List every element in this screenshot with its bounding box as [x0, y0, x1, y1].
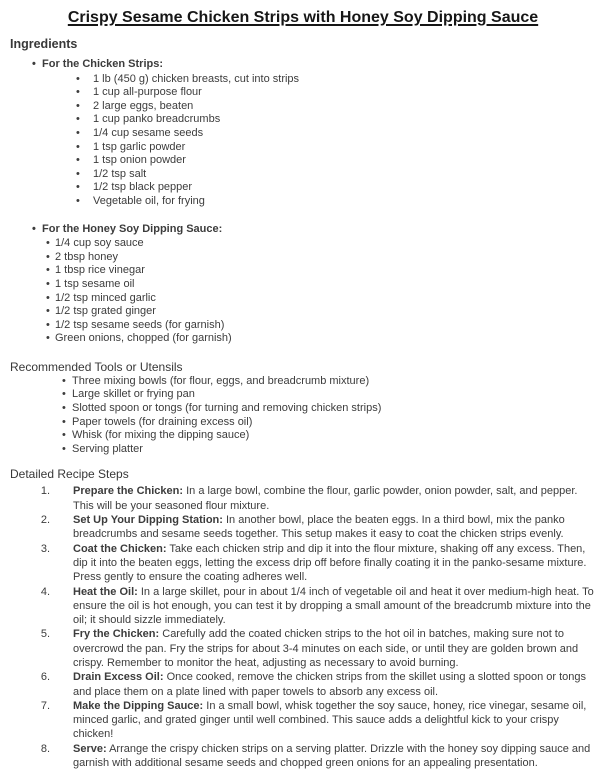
recipe-title-text: Crispy Sesame Chicken Strips with Honey Soy Dipping Sauce	[67, 9, 539, 26]
ingredient-item: • 1 tsp onion powder	[10, 154, 596, 168]
step-text: Arrange the crispy chicken strips on a serving platter. Drizzle with the honey soy dipping sauce and garnish with additional sesame seeds and chopped green onions for an appealing presentation.	[73, 742, 591, 770]
recipe-step	[10, 699, 596, 742]
ingredient-item: • 1 cup panko breadcrumbs	[10, 113, 596, 127]
ingredient-item: • 1 tbsp rice vinegar	[10, 264, 596, 278]
recipe-step	[10, 585, 596, 628]
step-text: In a small bowl, whisk together the soy sauce, honey, rice vinegar, sesame oil, minced garlic, and grated ginger until well combined. This sauce adds a delightful kick to your crispy chicken!	[73, 699, 587, 741]
ingredient-item: • Green onions, chopped (for garnish)	[10, 332, 596, 346]
ingredient-item: • 1 lb (450 g) chicken breasts, cut into strips	[10, 73, 596, 87]
recipe-step	[10, 670, 596, 699]
recipe-step	[10, 742, 596, 771]
ingredient-group-label: • For the Chicken Strips:	[10, 58, 596, 72]
ingredient-item: • 1/4 cup sesame seeds	[10, 127, 596, 141]
step-label: Set Up Your Dipping Station:	[73, 514, 223, 527]
ingredient-item: • 1/2 tsp sesame seeds (for garnish)	[10, 319, 596, 333]
step-text: Carefully add the coated chicken strips to the hot oil in batches, making sure not to overcrowd the pan. Fry the strips for about 3-4 minutes on each side, or until they are golden brown and crispy. Remember to monitor the heat, adjusting as necessary to avoid burning.	[73, 628, 579, 669]
ingredient-item: • 1/4 cup soy sauce	[10, 237, 596, 251]
step-text: Once cooked, remove the chicken strips from the skillet using a slotted spoon or tongs and place them on a plate lined with paper towels to absorb any excess oil.	[73, 671, 586, 698]
chicken-ingredient-list	[10, 73, 596, 209]
tool-item: • Three mixing bowls (for flour, eggs, and breadcrumb mixture)	[10, 375, 596, 389]
step-text: Take each chicken strip and dip it into the flour mixture, shaking off any excess. Then, dip it into the beaten eggs, letting the excess drip off before finally coating it in the panko-sesame mixture. Press gently to ensure the coating adheres well.	[73, 542, 587, 584]
step-label: Fry the Chicken:	[73, 628, 160, 641]
ingredient-item: • 1/2 tsp minced garlic	[10, 292, 596, 306]
ingredient-item: • 1 tsp garlic powder	[10, 141, 596, 155]
tools-list	[10, 375, 596, 457]
step-label: Heat the Oil:	[73, 585, 138, 598]
tool-item: • Serving platter	[10, 443, 596, 457]
step-label: Coat the Chicken:	[73, 542, 167, 555]
ingredient-item: • 1 tsp sesame oil	[10, 278, 596, 292]
step-text: In a large skillet, pour in about 1/4 inch of vegetable oil and heat it over medium-high heat. To ensure the oil is hot enough, you can test it by dropping a small amount of the breadcrumb mixture into the oil; it should sizzle immediately.	[73, 585, 594, 627]
recipe-step	[10, 542, 596, 585]
ingredient-item: • 1/2 tsp salt	[10, 168, 596, 182]
tool-item: • Whisk (for mixing the dipping sauce)	[10, 429, 596, 443]
recipe-step	[10, 627, 596, 670]
recipe-title	[10, 8, 596, 28]
ingredient-item: • 2 tbsp honey	[10, 251, 596, 265]
ingredients-heading: Ingredients	[10, 37, 78, 51]
ingredient-item: • 1 cup all-purpose flour	[10, 86, 596, 100]
ingredient-item: • 2 large eggs, beaten	[10, 100, 596, 114]
ingredient-group-sauce	[10, 223, 596, 346]
step-label: Make the Dipping Sauce:	[73, 699, 204, 712]
step-label: Prepare the Chicken:	[73, 485, 184, 498]
tool-item: • Slotted spoon or tongs (for turning and removing chicken strips)	[10, 402, 596, 416]
tools-heading: Recommended Tools or Utensils	[10, 359, 183, 374]
sauce-ingredient-list	[10, 237, 596, 346]
recipe-steps-list	[10, 484, 596, 770]
step-label: Serve:	[73, 742, 107, 755]
step-text: In another bowl, place the beaten eggs. In a third bowl, mix the panko breadcrumbs and sesame seeds together. This setup makes it easy to coat the chicken strips evenly.	[73, 514, 565, 541]
steps-heading: Detailed Recipe Steps	[10, 467, 129, 482]
ingredient-group-chicken	[10, 58, 596, 209]
ingredient-group-label: • For the Honey Soy Dipping Sauce:	[10, 223, 596, 237]
ingredient-item: • 1/2 tsp grated ginger	[10, 305, 596, 319]
step-text: In a large bowl, combine the flour, garlic powder, onion powder, salt, and pepper. This will be your seasoned flour mixture.	[73, 485, 578, 512]
tool-item: • Large skillet or frying pan	[10, 388, 596, 402]
recipe-step	[10, 513, 596, 542]
ingredient-item: • 1/2 tsp black pepper	[10, 181, 596, 195]
ingredient-item: • Vegetable oil, for frying	[10, 195, 596, 209]
step-label: Drain Excess Oil:	[73, 671, 164, 684]
tool-item: • Paper towels (for draining excess oil)	[10, 416, 596, 430]
recipe-step	[10, 484, 596, 513]
